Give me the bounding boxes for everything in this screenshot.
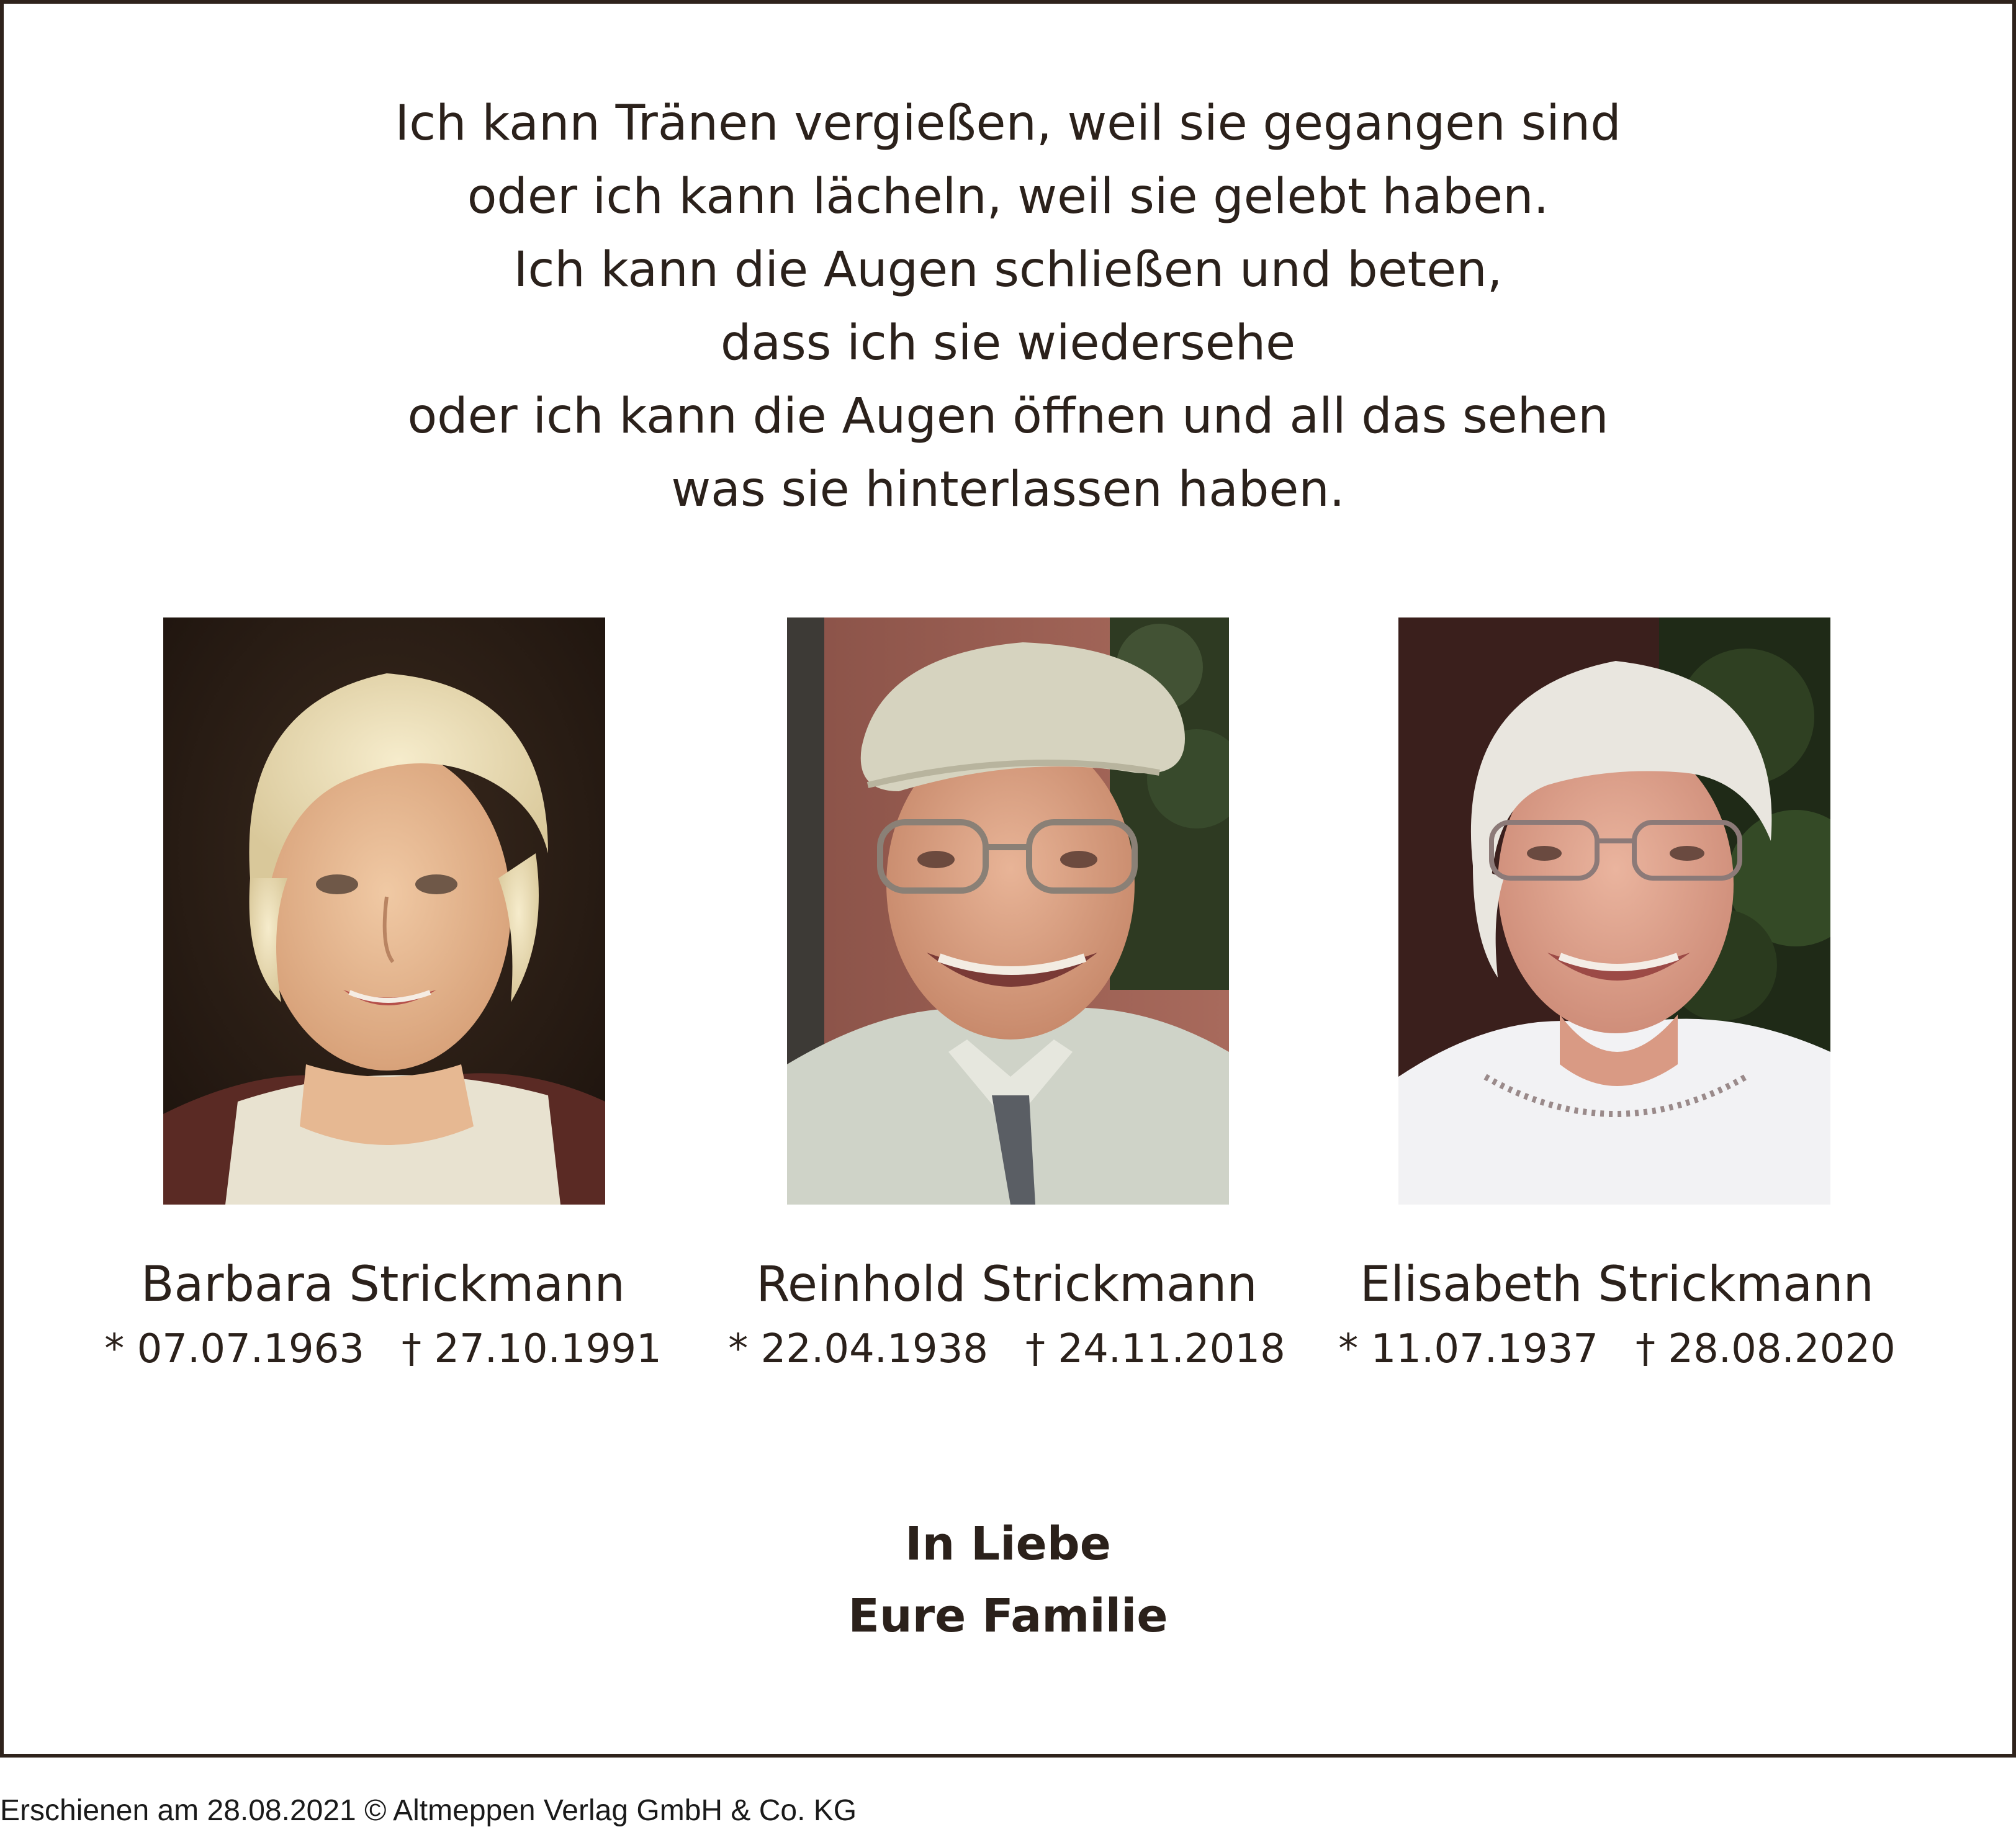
death-date: † 27.10.1991 bbox=[402, 1326, 662, 1372]
portrait-image bbox=[787, 617, 1229, 1205]
portrait-image bbox=[1398, 617, 1830, 1205]
person-name: Barbara Strickmann bbox=[141, 1257, 625, 1313]
person-caption bbox=[696, 1254, 1317, 1380]
poem-line: Ich kann die Augen schließen und beten, bbox=[513, 242, 1503, 298]
poem-line: was sie hinterlassen haben. bbox=[671, 462, 1345, 518]
person-name: Elisabeth Strickmann bbox=[1360, 1257, 1874, 1313]
portrait-image bbox=[163, 617, 605, 1205]
life-dates bbox=[73, 1318, 693, 1380]
poem-line: oder ich kann lächeln, weil sie gelebt haben. bbox=[467, 169, 1549, 225]
closing-block bbox=[0, 1508, 2016, 1652]
portrait-photo-elisabeth bbox=[1398, 617, 1830, 1205]
life-dates bbox=[696, 1318, 1317, 1380]
death-date: † 28.08.2020 bbox=[1636, 1326, 1896, 1372]
birth-date: * 07.07.1963 bbox=[104, 1326, 364, 1372]
person-caption bbox=[1307, 1254, 1927, 1380]
person-name: Reinhold Strickmann bbox=[756, 1257, 1258, 1313]
birth-date: * 11.07.1937 bbox=[1338, 1326, 1598, 1372]
person-caption bbox=[73, 1254, 693, 1380]
closing-line: In Liebe bbox=[905, 1517, 1111, 1571]
birth-date: * 22.04.1938 bbox=[728, 1326, 988, 1372]
death-date: † 24.11.2018 bbox=[1025, 1326, 1285, 1372]
poem-line: oder ich kann die Augen öffnen und all das sehen bbox=[407, 388, 1609, 444]
portrait-photo-reinhold bbox=[787, 617, 1229, 1205]
publication-footer: Erschienen am 28.08.2021 © Altmeppen Verlag GmbH & Co. KG bbox=[0, 1794, 857, 1827]
closing-signature: Eure Familie bbox=[848, 1589, 1168, 1643]
poem-block bbox=[0, 87, 2016, 526]
poem-line: Ich kann Tränen vergießen, weil sie gegangen sind bbox=[395, 96, 1621, 151]
life-dates bbox=[1307, 1318, 1927, 1380]
portrait-photo-barbara bbox=[163, 617, 605, 1205]
poem-line: dass ich sie wiedersehe bbox=[720, 315, 1296, 371]
